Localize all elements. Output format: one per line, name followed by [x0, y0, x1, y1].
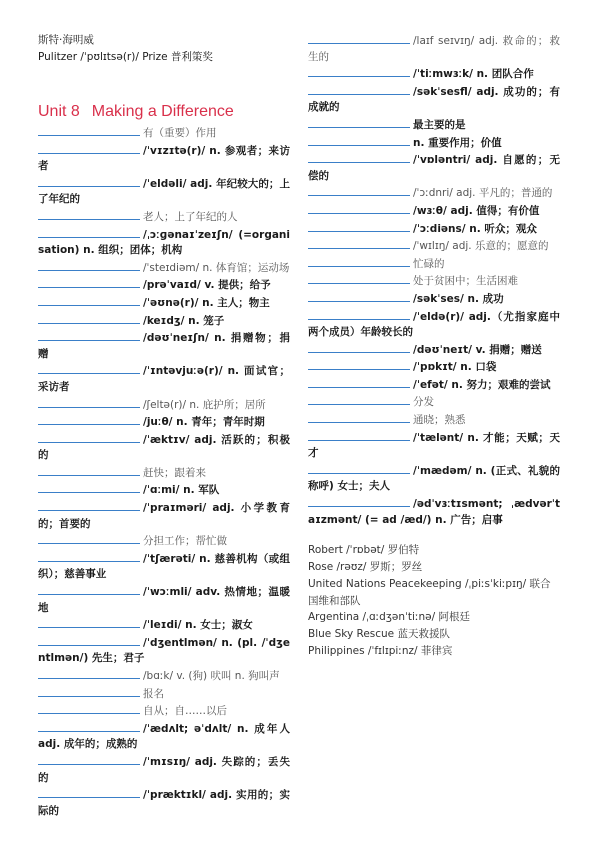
vocab-entry	[308, 308, 560, 341]
names-list	[308, 542, 560, 660]
answer-blank[interactable]	[308, 308, 410, 320]
entry-text: /ˈæktɪv/ adj. 活跃的；积极的	[38, 433, 290, 462]
vocab-entry	[38, 329, 290, 362]
left-column	[38, 32, 290, 819]
answer-blank[interactable]	[38, 362, 140, 374]
entry-text: /wɜːθ/ adj. 值得；有价值	[413, 204, 540, 217]
entry-text: 报名	[143, 687, 164, 700]
answer-blank[interactable]	[38, 431, 140, 443]
answer-blank[interactable]	[308, 134, 410, 146]
vocab-entry	[38, 720, 290, 753]
entry-text: /ˈtʃærəti/ n. 慈善机构（或组织）；慈善事业	[38, 552, 290, 581]
answer-blank[interactable]	[308, 429, 410, 441]
answer-blank[interactable]	[308, 116, 410, 128]
vocab-entry	[38, 702, 290, 720]
answer-blank[interactable]	[38, 550, 140, 562]
entry-text: 分发	[413, 396, 434, 409]
vocab-entry	[308, 290, 560, 308]
answer-blank[interactable]	[38, 583, 140, 595]
vocab-entry	[308, 393, 560, 411]
answer-blank[interactable]	[308, 462, 410, 474]
answer-blank[interactable]	[308, 184, 410, 196]
entry-text: /ˈpræktɪkl/ adj. 实用的；实际的	[38, 789, 290, 817]
answer-blank[interactable]	[38, 226, 140, 238]
entry-text: /keɪdʒ/ n. 笼子	[143, 314, 225, 327]
answer-blank[interactable]	[308, 376, 410, 388]
header-line-2: Pulitzer /ˈpʊlɪtsə(r)/ Prize 普利策奖	[38, 51, 213, 63]
vocab-entry	[38, 208, 290, 226]
entry-text: /ˈpɒkɪt/ n. 口袋	[413, 361, 497, 374]
vocab-entry	[308, 32, 560, 65]
answer-blank[interactable]	[308, 65, 410, 77]
answer-blank[interactable]	[38, 413, 140, 425]
answer-blank[interactable]	[308, 341, 410, 353]
entry-text: /ʃeltə(r)/ n. 庇护所；居所	[143, 398, 266, 411]
vocab-entry	[38, 259, 290, 277]
entry-text: /ədˈvɜːtɪsmənt; ˌædvərˈtaɪzmənt/ (= ad /æd/) n. 广告；启事	[308, 498, 560, 526]
answer-blank[interactable]	[308, 290, 410, 302]
answer-blank[interactable]	[38, 124, 140, 136]
vocab-entry	[38, 685, 290, 703]
proper-name-entry: Rose /rəʊz/ 罗斯；罗丝	[308, 561, 423, 574]
vocab-entry	[308, 116, 560, 134]
entry-text: 有（重要）作用	[143, 127, 217, 139]
vocab-entry	[38, 413, 290, 431]
proper-name-entry: Blue Sky Rescue 蓝天救援队	[308, 628, 450, 641]
left-entry-list	[38, 124, 290, 819]
answer-blank[interactable]	[38, 720, 140, 732]
answer-blank[interactable]	[308, 32, 410, 44]
entry-text: /laɪf seɪvɪŋ/ adj. 救命的；救生的	[308, 35, 560, 63]
answer-blank[interactable]	[38, 685, 140, 697]
vocab-entry	[308, 202, 560, 220]
vocab-entry	[38, 583, 290, 616]
proper-name-entry: Argentina /ˌɑːdʒənˈtiːnə/ 阿根廷	[308, 611, 470, 624]
entry-text: /ˈpraɪməri/ adj. 小学教育的；首要的	[38, 502, 290, 530]
vocab-entry	[38, 142, 290, 175]
unit-number: Unit 8	[38, 103, 80, 120]
answer-blank[interactable]	[38, 259, 140, 271]
answer-blank[interactable]	[38, 175, 140, 187]
answer-blank[interactable]	[308, 220, 410, 232]
unit-title: Making a Difference	[91, 103, 234, 120]
right-column	[308, 32, 560, 660]
answer-blank[interactable]	[38, 329, 140, 341]
vocab-entry	[308, 83, 560, 116]
answer-blank[interactable]	[38, 464, 140, 476]
entry-text: /ˌɔːɡənaɪˈzeɪʃn/ (=organisation) n. 组织；团体；机构	[38, 228, 290, 257]
answer-blank[interactable]	[308, 495, 410, 507]
answer-blank[interactable]	[38, 532, 140, 544]
answer-blank[interactable]	[308, 358, 410, 370]
entry-text: 分担工作；帮忙做	[143, 535, 227, 548]
answer-blank[interactable]	[38, 499, 140, 511]
answer-blank[interactable]	[308, 151, 410, 163]
vocab-entry	[308, 462, 560, 495]
answer-blank[interactable]	[38, 616, 140, 628]
entry-text: /ˈɪntəvjuːə(r)/ n. 面试官；采访者	[38, 365, 290, 393]
answer-blank[interactable]	[38, 786, 140, 798]
entry-text: 忙碌的	[413, 257, 445, 270]
entry-text: /ˈɔːdiəns/ n. 听众；观众	[413, 222, 537, 235]
answer-blank[interactable]	[38, 142, 140, 154]
answer-blank[interactable]	[308, 83, 410, 95]
entry-text: /ˈwɔːmli/ adv. 热情地；温暖地	[38, 586, 290, 614]
entry-text: /ˈeldə(r)/ adj.（尤指家庭中两个成员）年龄较长的	[308, 310, 560, 339]
vocab-entry	[38, 481, 290, 499]
entry-text: /ˈefət/ n. 努力；艰难的尝试	[413, 378, 551, 391]
vocab-entry	[308, 429, 560, 462]
entry-text: /ˈwɪlɪŋ/ adj. 乐意的；愿意的	[413, 240, 549, 253]
vocab-entry	[38, 753, 290, 786]
answer-blank[interactable]	[38, 208, 140, 220]
right-entry-list	[308, 32, 560, 528]
vocab-entry	[308, 134, 560, 152]
entry-text: 通晓；熟悉	[413, 414, 466, 427]
answer-blank[interactable]	[308, 272, 410, 284]
vocab-entry	[308, 184, 560, 202]
entry-text: /ˈmɪsɪŋ/ adj. 失踪的；丢失的	[38, 755, 290, 784]
entry-text: /juːθ/ n. 青年；青年时期	[143, 416, 265, 429]
vocab-entry	[38, 634, 290, 667]
vocab-entry	[38, 532, 290, 550]
entry-text: /ˈmædəm/ n. (正式、礼貌的称呼) 女士；夫人	[308, 464, 560, 493]
vocab-entry	[38, 226, 290, 259]
entry-text: /dəʊˈneɪt/ v. 捐赠；赠送	[413, 343, 542, 356]
proper-name-entry: Robert /ˈrɒbət/ 罗伯特	[308, 544, 420, 557]
vocab-entry	[308, 151, 560, 184]
answer-blank[interactable]	[308, 237, 410, 249]
vocab-entry	[308, 220, 560, 238]
entry-text: /ˈleɪdi/ n. 女士；淑女	[143, 619, 253, 632]
entry-text: /ˈeldəli/ adj. 年纪较大的；上了年纪的	[38, 177, 290, 206]
entry-text: /prəˈvaɪd/ v. 提供；给予	[143, 279, 271, 292]
proper-name-entry: Philippines /ˈfɪlɪpiːnz/ 菲律宾	[308, 645, 453, 657]
entry-text: 老人；上了年纪的人	[143, 210, 238, 223]
answer-blank[interactable]	[38, 481, 140, 493]
answer-blank[interactable]	[38, 634, 140, 646]
entry-text: /ˈsteɪdiəm/ n. 体育馆；运动场	[143, 261, 290, 274]
answer-blank[interactable]	[308, 255, 410, 267]
vocab-entry	[308, 237, 560, 255]
answer-blank[interactable]	[308, 411, 410, 423]
vocab-entry	[308, 341, 560, 359]
vocab-entry	[38, 312, 290, 330]
vocab-entry	[308, 495, 560, 528]
header-line-1: 斯特·海明威	[38, 34, 94, 46]
vocab-entry	[308, 255, 560, 273]
unit-heading	[38, 100, 290, 124]
answer-blank[interactable]	[308, 202, 410, 214]
vocab-entry	[38, 550, 290, 583]
vocab-entry	[38, 786, 290, 819]
entry-text: /ˈædʌlt; əˈdʌlt/ n. 成年人 adj. 成年的；成熟的	[38, 722, 290, 751]
vocab-entry	[308, 272, 560, 290]
entry-text: /səkˈses/ n. 成功	[413, 292, 504, 305]
entry-text: 赶快；跟着来	[143, 466, 206, 479]
entry-text: 处于贫困中；生活困难	[413, 275, 518, 288]
answer-blank[interactable]	[38, 312, 140, 324]
vocab-entry	[308, 358, 560, 376]
vocab-entry	[38, 616, 290, 634]
answer-blank[interactable]	[38, 276, 140, 288]
entry-text: 自从；自……以后	[143, 705, 227, 718]
answer-blank[interactable]	[38, 753, 140, 765]
entry-text: 最主要的是	[413, 118, 466, 131]
vocab-entry	[38, 499, 290, 532]
proper-name-entry: United Nations Peacekeeping /ˌpiːsˈkiːpɪŋ/ 联合国维和部队	[308, 577, 551, 607]
vocab-entry	[38, 464, 290, 482]
vocab-entry	[38, 294, 290, 312]
vocab-entry	[38, 276, 290, 294]
entry-text: /ˈdʒentlmən/ n. (pl. /ˈdʒentlmən/) 先生；君子	[38, 636, 290, 665]
entry-text: /ˈvɒləntri/ adj. 自愿的；无偿的	[308, 154, 560, 182]
answer-blank[interactable]	[38, 702, 140, 714]
vocab-entry	[38, 362, 290, 395]
entry-text: /səkˈsesfl/ adj. 成功的；有成就的	[308, 85, 560, 114]
entry-text: /bɑːk/ v. (狗) 吠叫 n. 狗叫声	[143, 670, 280, 682]
entry-text: /ˈəʊnə(r)/ n. 主人；物主	[143, 296, 270, 309]
vocab-entry	[38, 667, 290, 685]
entry-text: /ˈɔːdnri/ adj. 平凡的；普通的	[413, 187, 553, 200]
vocab-entry	[308, 65, 560, 83]
vocab-entry	[38, 431, 290, 464]
entry-text: /ˈtiːmwɜːk/ n. 团队合作	[413, 68, 534, 81]
vocab-entry	[38, 124, 290, 142]
vocab-entry	[38, 175, 290, 208]
vocab-entry	[308, 376, 560, 394]
entry-text: /ˈɑːmi/ n. 军队	[143, 484, 220, 497]
entry-text: /dəʊˈneɪʃn/ n. 捐赠物；捐赠	[38, 332, 290, 360]
entry-text: /ˈvɪzɪtə(r)/ n. 参观者；来访者	[38, 144, 290, 173]
entry-text: /ˈtælənt/ n. 才能；天赋；天才	[308, 431, 560, 460]
answer-blank[interactable]	[38, 396, 140, 408]
entry-text: n. 重要作用；价值	[413, 136, 502, 149]
answer-blank[interactable]	[38, 667, 140, 679]
answer-blank[interactable]	[308, 393, 410, 405]
answer-blank[interactable]	[38, 294, 140, 306]
vocab-entry	[308, 411, 560, 429]
vocab-entry	[38, 396, 290, 414]
